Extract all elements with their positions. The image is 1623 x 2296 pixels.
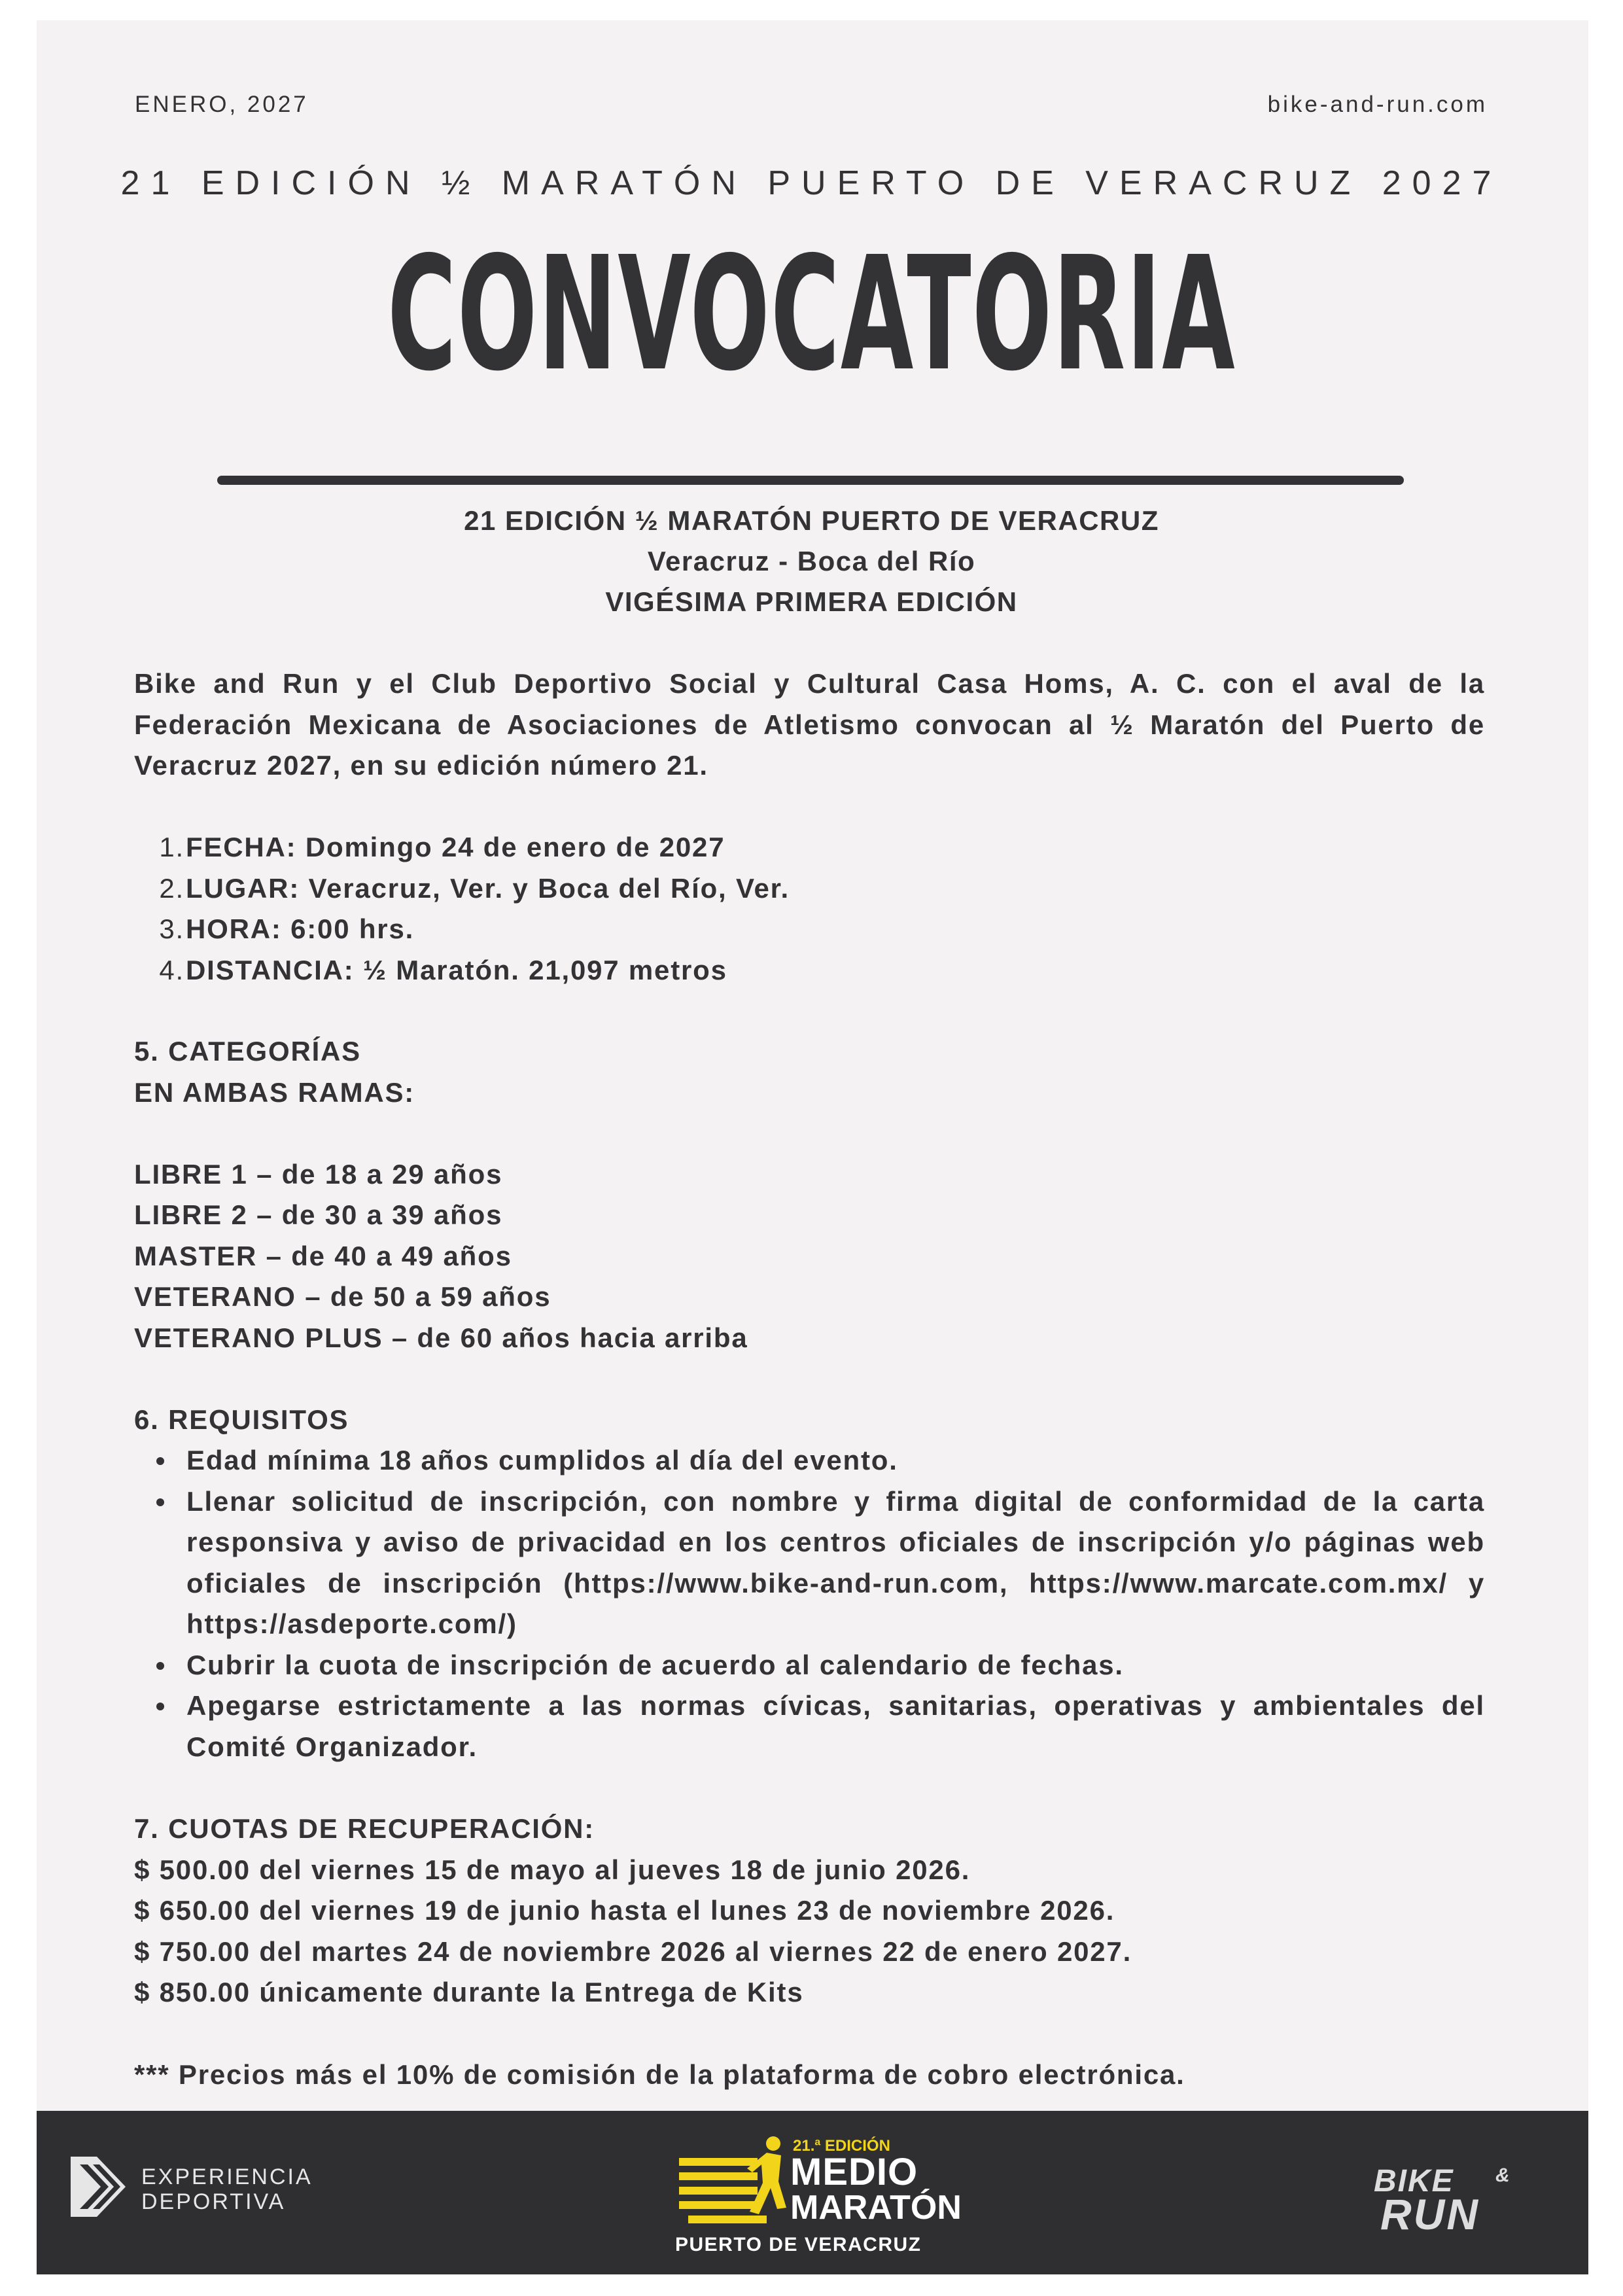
list-item — [134, 868, 1485, 910]
fee-item: $ 650.00 del viernes 19 de junio hasta el lunes 23 de noviembre 2026. — [134, 1895, 1115, 1926]
logo-text: DEPORTIVA — [141, 2189, 286, 2214]
categories-subtitle: EN AMBAS RAMAS: — [134, 1076, 415, 1108]
list-item — [134, 950, 1485, 991]
list-text: DISTANCIA: ½ Maratón. 21,097 metros — [186, 954, 727, 985]
requirement-item: Apegarse estrictamente a las normas cívicas, sanitarias, operativas y ambientales del Comité Organizador. — [134, 1686, 1485, 1767]
list-number: 3. — [159, 913, 184, 944]
category-item: LIBRE 2 – de 30 a 39 años — [134, 1199, 503, 1230]
category-item: MASTER – de 40 a 49 años — [134, 1240, 512, 1271]
fee-item: $ 500.00 del viernes 15 de mayo al jueves 18 de junio 2026. — [134, 1854, 971, 1885]
list-number: 2. — [159, 872, 184, 904]
logo-text: PUERTO DE VERACRUZ — [675, 2234, 922, 2255]
experiencia-deportiva-logo-icon — [71, 2157, 133, 2220]
list-text: LUGAR: Veracruz, Ver. y Boca del Río, Ver. — [186, 872, 790, 904]
category-item: LIBRE 1 – de 18 a 29 años — [134, 1158, 503, 1190]
list-text: HORA: 6:00 hrs. — [186, 913, 415, 944]
footer-bar — [37, 2111, 1588, 2274]
fees-title: 7. CUOTAS DE RECUPERACIÓN: — [134, 1813, 595, 1844]
fees-section — [134, 1809, 1485, 2013]
heading-line-1: 21 EDICIÓN ½ MARATÓN PUERTO DE VERACRUZ — [464, 505, 1159, 536]
categories-title: 5. CATEGORÍAS — [134, 1036, 361, 1067]
website-text: bike-and-run.com — [1267, 92, 1488, 117]
logo-text: BIKE — [1374, 2164, 1454, 2199]
fee-item: $ 850.00 únicamente durante la Entrega de Kits — [134, 1977, 804, 2007]
logo-text: RUN — [1380, 2190, 1480, 2238]
runner-emblem-icon — [675, 2136, 786, 2234]
list-number: 1. — [159, 832, 184, 862]
fees-note: *** Precios más el 10% de comisión de la plataforma de cobro electrónica. — [134, 2059, 1185, 2090]
list-number: 4. — [159, 954, 184, 985]
logo-text: & — [1495, 2164, 1510, 2186]
experiencia-deportiva-logo — [141, 2164, 313, 2214]
requirements-list — [134, 1440, 1485, 1767]
list-item — [134, 827, 1485, 868]
intro-paragraph: Bike and Run y el Club Deportivo Social y Cultural Casa Homs, A. C. con el aval de la Federación Mexicana de Asociaciones de Atletismo convocan al ½ Maratón del Puerto de Veracruz 2027, en su edición número 21. — [134, 668, 1485, 781]
category-item: VETERANO PLUS – de 60 años hacia arriba — [134, 1322, 748, 1353]
title-divider — [217, 476, 1404, 485]
list-item — [134, 909, 1485, 950]
bike-and-run-logo — [1371, 2163, 1548, 2238]
requirements-title: 6. REQUISITOS — [134, 1404, 349, 1435]
category-item: VETERANO – de 50 a 59 años — [134, 1281, 551, 1312]
page-title: CONVOCATORIA — [387, 222, 1236, 406]
requirement-item: Cubrir la cuota de inscripción de acuerdo al calendario de fechas. — [134, 1645, 1485, 1686]
heading-line-3: VIGÉSIMA PRIMERA EDICIÓN — [605, 586, 1018, 617]
fee-item: $ 750.00 del martes 24 de noviembre 2026 al viernes 22 de enero 2027. — [134, 1935, 1132, 1967]
numbered-list — [134, 827, 1485, 991]
requirement-item: Llenar solicitud de inscripción, con nombre y firma digital de conformidad de la carta responsiva y aviso de privacidad en los centros oficiales de inscripción y/o páginas web oficiales de inscripción (https://www.bike-and-run.com, https://www.marcate.com.mx/ y https://asdeporte.com/) — [134, 1481, 1485, 1645]
requirement-item: Edad mínima 18 años cumplidos al día del evento. — [134, 1440, 1485, 1481]
logo-text: MARATÓN — [790, 2189, 962, 2227]
logo-text: MEDIO — [790, 2151, 918, 2193]
heading-line-2: Veracruz - Boca del Río — [647, 546, 976, 576]
event-subtitle: 21 EDICIÓN ½ MARATÓN PUERTO DE VERACRUZ 2027 — [120, 164, 1503, 202]
issue-date: ENERO, 2027 — [135, 92, 309, 117]
medio-maraton-logo — [675, 2136, 962, 2260]
categories-section — [134, 1031, 1485, 1358]
logo-text: EXPERIENCIA — [141, 2164, 313, 2189]
list-text: FECHA: Domingo 24 de enero de 2027 — [186, 832, 725, 862]
logo-edition-text: 21.ª EDICIÓN — [793, 2137, 890, 2155]
